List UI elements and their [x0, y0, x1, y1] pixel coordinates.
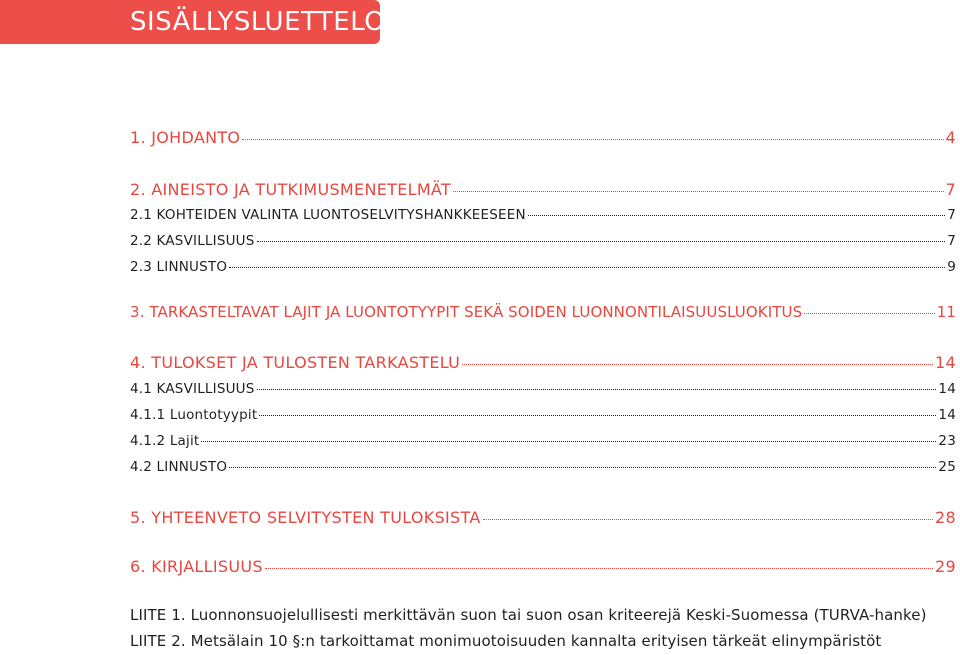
toc-entry[interactable] — [130, 557, 956, 576]
toc-entry-label: 6. KIRJALLISUUS — [130, 557, 263, 576]
toc-entry[interactable] — [130, 407, 956, 423]
toc-entry-page: 7 — [945, 180, 956, 199]
dot-leader — [804, 313, 934, 314]
toc-entry[interactable] — [130, 207, 956, 223]
dot-leader — [265, 568, 933, 569]
dot-leader — [229, 467, 936, 468]
toc-entry[interactable] — [130, 303, 956, 321]
dot-leader — [229, 267, 945, 268]
page-title: SISÄLLYSLUETTELO — [130, 7, 386, 37]
toc-entry-label: 1. JOHDANTO — [130, 128, 241, 147]
toc-entry-label: 2.3 LINNUSTO — [130, 259, 228, 275]
appendix-entry: LIITE 1. Luonnonsuojelullisesti merkittävän suon tai suon osan kriteerejä Keski-Suomessa (TURVA-hanke) — [130, 606, 927, 624]
dot-leader — [257, 241, 946, 242]
toc-entry-page: 9 — [947, 259, 956, 275]
toc-entry[interactable] — [130, 259, 956, 275]
toc-entry-page: 23 — [938, 433, 956, 449]
toc-entry-label: 3. TARKASTELTAVAT LAJIT JA LUONTOTYYPIT SEKÄ SOIDEN LUONNONTILAISUUSLUOKITUS — [130, 303, 803, 321]
toc-entry-label: 4.2 LINNUSTO — [130, 459, 228, 475]
dot-leader — [259, 415, 936, 416]
toc-entry-label: 2. AINEISTO JA TUTKIMUSMENETELMÄT — [130, 180, 452, 199]
toc-entry-page: 7 — [947, 233, 956, 249]
dot-leader — [201, 441, 936, 442]
toc-entry-label: 4.1.2 Lajit — [130, 433, 200, 449]
toc-entry-page: 14 — [938, 381, 956, 397]
toc-entry[interactable] — [130, 381, 956, 397]
toc-entry-page: 25 — [938, 459, 956, 475]
toc-entry[interactable] — [130, 353, 956, 372]
toc-entry-page: 29 — [935, 557, 956, 576]
toc-entry-label: 2.1 KOHTEIDEN VALINTA LUONTOSELVITYSHANKKEESEEN — [130, 207, 526, 223]
toc-entry-label: 5. YHTEENVETO SELVITYSTEN TULOKSISTA — [130, 508, 481, 527]
toc-entry-page: 11 — [936, 303, 956, 321]
toc-entry-page: 4 — [945, 128, 956, 147]
toc-entry-label: 4.1.1 Luontotyypit — [130, 407, 258, 423]
dot-leader — [528, 215, 945, 216]
toc-entry-page: 14 — [935, 353, 956, 372]
dot-leader — [462, 364, 933, 365]
dot-leader — [242, 139, 943, 140]
toc-entry-page: 7 — [947, 207, 956, 223]
toc-entry[interactable] — [130, 459, 956, 475]
toc-entry-label: 4.1 KASVILLISUUS — [130, 381, 255, 397]
dot-leader — [483, 519, 933, 520]
toc-entry-page: 14 — [938, 407, 956, 423]
toc-entry[interactable] — [130, 433, 956, 449]
dot-leader — [453, 191, 944, 192]
appendix-entry: LIITE 2. Metsälain 10 §:n tarkoittamat monimuotoisuuden kannalta erityisen tärkeät elinympäristöt — [130, 632, 882, 650]
dot-leader — [257, 389, 937, 390]
toc-entry[interactable] — [130, 233, 956, 249]
toc-entry-label: 4. TULOKSET JA TULOSTEN TARKASTELU — [130, 353, 461, 372]
toc-entry[interactable] — [130, 180, 956, 199]
toc-entry-label: 2.2 KASVILLISUUS — [130, 233, 255, 249]
toc-entry-page: 28 — [935, 508, 956, 527]
toc-entry[interactable] — [130, 508, 956, 527]
toc-entry[interactable] — [130, 128, 956, 147]
